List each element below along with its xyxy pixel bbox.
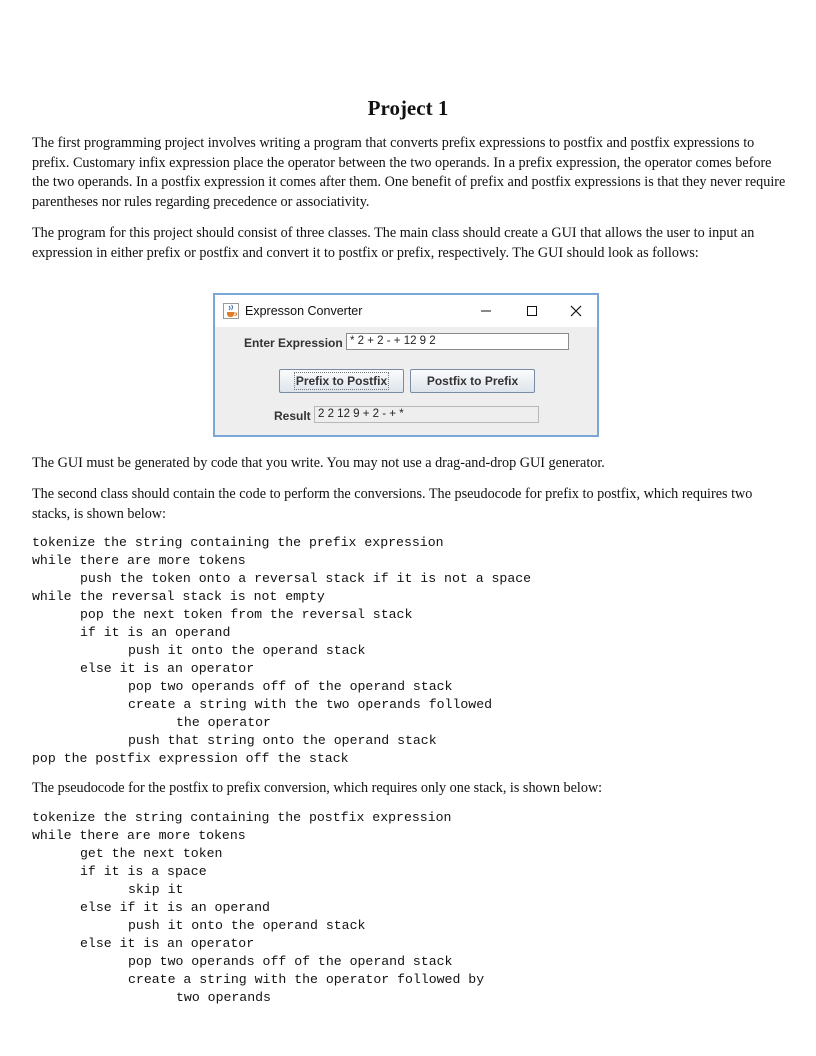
close-icon <box>570 305 582 317</box>
code-line: get the next token <box>80 846 223 861</box>
paragraph-gui-note: The GUI must be generated by code that you write. You may not use a drag-and-drop GUI generator. <box>32 455 605 471</box>
prefix-to-postfix-label: Prefix to Postfix <box>295 374 388 388</box>
code-line: pop two operands off of the operand stack <box>128 679 453 694</box>
code-line: pop the postfix expression off the stack <box>32 751 349 766</box>
paragraph-program: The program for this project should consist of three classes. The main class should create a GUI that allows the user to input an expression in either prefix or postfix and convert it to postfix or prefix, respectively. The GUI should look as follows: <box>32 225 755 261</box>
code-line: tokenize the string containing the prefix expression <box>32 535 444 550</box>
paragraph-second-class: The second class should contain the code to perform the conversions. The pseudocode for prefix to postfix, which requires two stacks, is shown below: <box>32 486 753 522</box>
page-title: Project 1 <box>367 96 449 120</box>
prefix-to-postfix-button[interactable] <box>279 369 404 393</box>
expression-label: Enter Expression <box>244 336 343 350</box>
converter-window <box>213 293 599 437</box>
code-line: push it onto the operand stack <box>128 643 366 658</box>
postfix-to-prefix-pseudocode <box>32 809 484 1007</box>
code-line: if it is a space <box>80 864 207 879</box>
code-line: else it is an operator <box>80 661 255 676</box>
minimize-button[interactable] <box>463 298 509 324</box>
code-line: the operator <box>176 715 271 730</box>
code-line: while there are more tokens <box>32 828 246 843</box>
result-label: Result <box>274 409 311 423</box>
window-titlebar <box>215 295 597 327</box>
code-line: create a string with the operator followed by <box>128 972 485 987</box>
code-line: two operands <box>176 990 271 1005</box>
code-line: else if it is an operand <box>80 900 270 915</box>
code-line: create a string with the two operands followed <box>128 697 493 712</box>
maximize-icon <box>526 305 538 317</box>
code-line: pop two operands off of the operand stack <box>128 954 453 969</box>
paragraph-intro: The first programming project involves writing a program that converts prefix expressions to postfix and postfix expressions to prefix. Customary infix expression place the operator between the two operands. In a prefix expression, the operator comes before the two operands. In a postfix expression it comes after them. One benefit of prefix and postfix expressions is that they never require parentheses nor rules regarding precedence or associativity. <box>32 135 786 210</box>
postfix-to-prefix-button[interactable] <box>410 369 535 393</box>
maximize-button[interactable] <box>509 298 555 324</box>
postfix-to-prefix-label: Postfix to Prefix <box>426 374 519 388</box>
code-line: skip it <box>128 882 184 897</box>
code-line: while the reversal stack is not empty <box>32 589 325 604</box>
java-cup-icon <box>223 303 239 319</box>
code-line: tokenize the string containing the postfix expression <box>32 810 452 825</box>
code-line: push the token onto a reversal stack if it is not a space <box>80 571 532 586</box>
minimize-icon <box>480 305 492 317</box>
code-line: while there are more tokens <box>32 553 246 568</box>
code-line: pop the next token from the reversal stack <box>80 607 413 622</box>
code-line: if it is an operand <box>80 625 231 640</box>
code-line: push it onto the operand stack <box>128 918 366 933</box>
window-title: Expresson Converter <box>245 304 363 318</box>
expression-input[interactable]: * 2 + 2 - + 12 9 2 <box>346 333 569 350</box>
code-line: else it is an operator <box>80 936 255 951</box>
code-line: push that string onto the operand stack <box>128 733 437 748</box>
result-field: 2 2 12 9 + 2 - + * <box>314 406 539 423</box>
close-button[interactable] <box>553 298 599 324</box>
paragraph-postfix-intro: The pseudocode for the postfix to prefix conversion, which requires only one stack, is shown below: <box>32 780 603 796</box>
prefix-to-postfix-pseudocode <box>32 534 531 768</box>
